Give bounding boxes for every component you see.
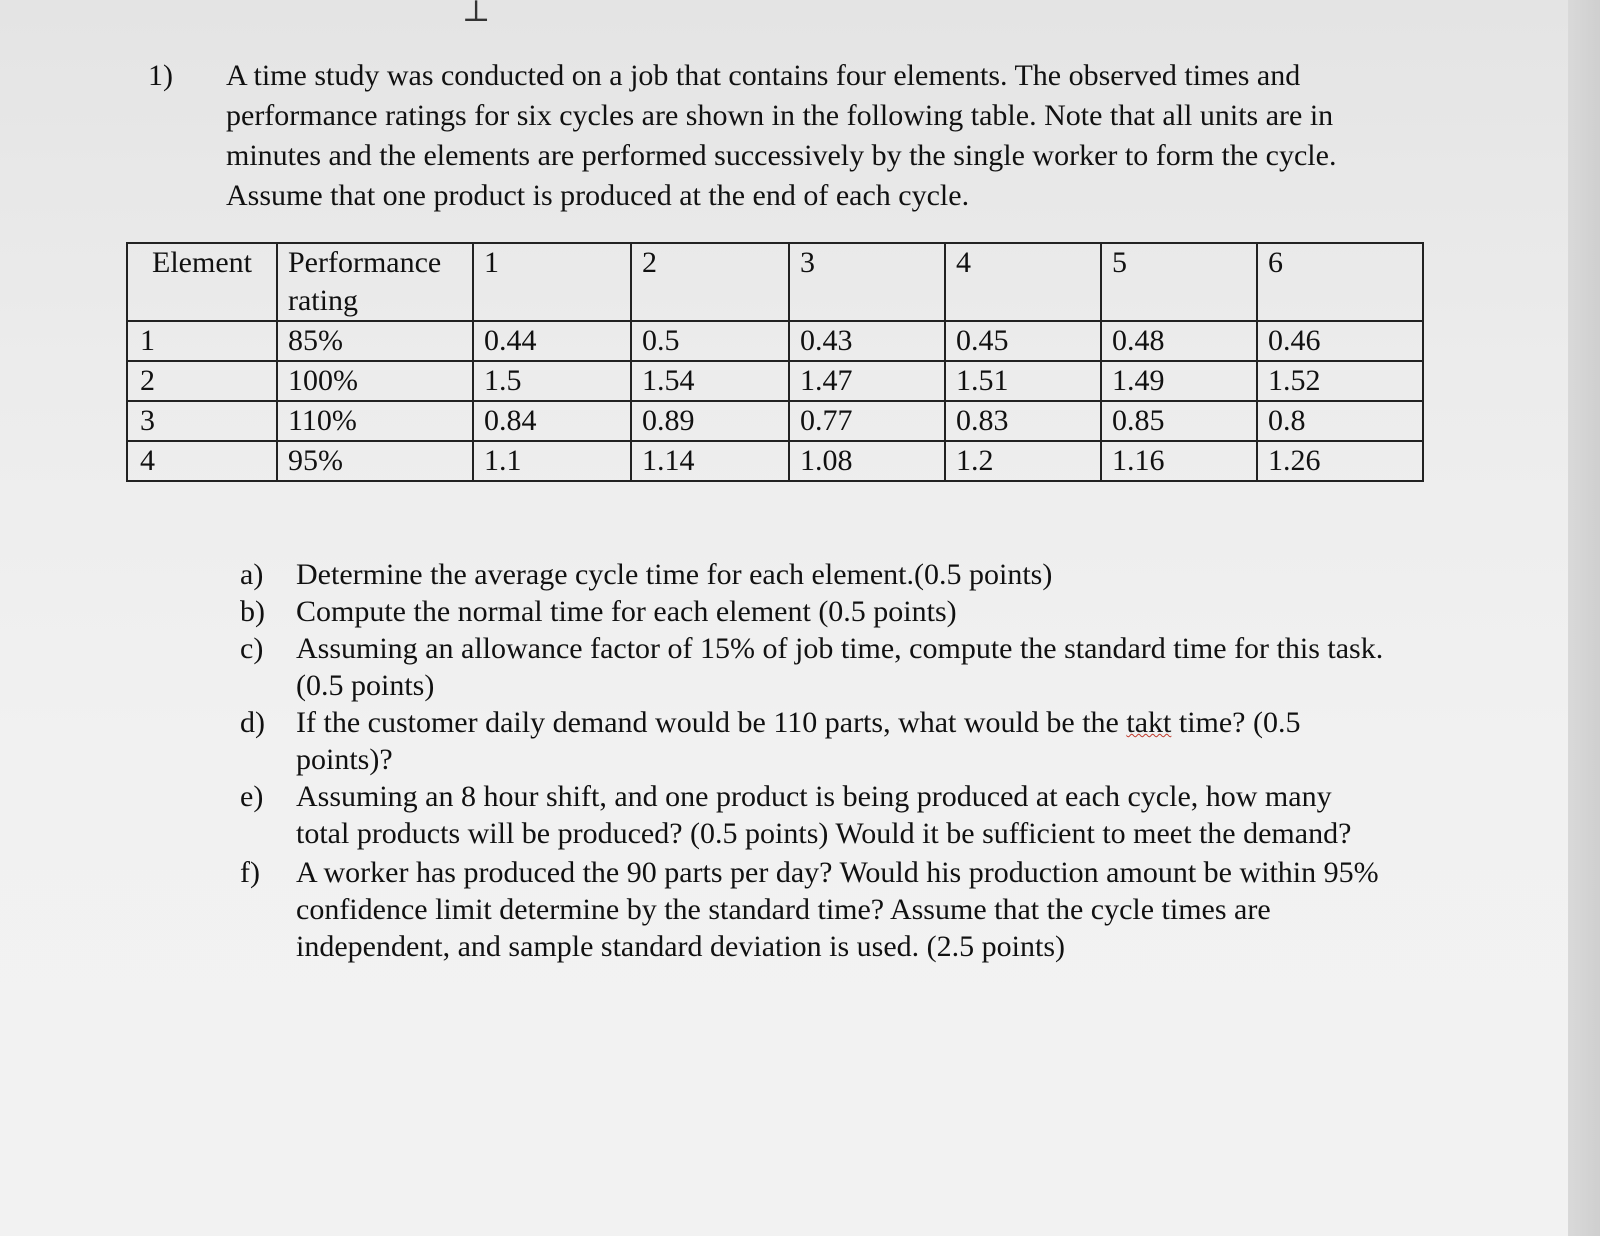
header-performance-rating: Performance rating — [277, 243, 473, 321]
sub-question-e — [240, 778, 1390, 852]
cycle-cell: 1.2 — [945, 441, 1101, 481]
sub-question-text: Assuming an 8 hour shift, and one product is being produced at each cycle, how many total products will be produced? (0.5 points) Would it be sufficient to meet the demand? — [296, 780, 1352, 850]
cycle-cell: 1.47 — [789, 361, 945, 401]
sub-question-letter: b) — [240, 595, 265, 628]
cycle-cell: 0.84 — [473, 401, 631, 441]
cycle-cell: 1.08 — [789, 441, 945, 481]
sub-question-d — [240, 704, 1390, 778]
cycle-cell: 1.1 — [473, 441, 631, 481]
cycle-cell: 1.49 — [1101, 361, 1257, 401]
spellcheck-marked-word: takt — [1126, 706, 1172, 739]
cycle-cell: 0.89 — [631, 401, 789, 441]
rating-cell: 110% — [277, 401, 473, 441]
sub-question-text: Determine the average cycle time for each element.(0.5 points) — [296, 558, 1053, 591]
cycle-cell: 1.16 — [1101, 441, 1257, 481]
sub-question-text-start: If the customer daily demand would be 110 parts, what would be the — [296, 706, 1127, 739]
table-row — [127, 361, 1423, 401]
question-text: A time study was conducted on a job that contains four elements. The observed times and performance ratings for six cycles are shown in the following table. Note that all units are in minutes and the elements are performed successively by the single worker to form the cycle. Assume that one product is produced at the end of each cycle. — [226, 59, 1337, 212]
monitor-edge — [1568, 0, 1600, 1236]
header-cycle-5: 5 — [1101, 243, 1257, 321]
cycle-cell: 0.83 — [945, 401, 1101, 441]
element-cell: 3 — [127, 401, 277, 441]
table-row — [127, 441, 1423, 481]
header-cycle-3: 3 — [789, 243, 945, 321]
sub-question-text: A worker has produced the 90 parts per day? Would his production amount be within 95% confidence limit determine by the standard time? Assume that the cycle times are independent, and sample standard deviation is used. (2.5 points) — [296, 856, 1379, 963]
cycle-cell: 1.54 — [631, 361, 789, 401]
sub-question-b — [240, 593, 1390, 630]
sub-question-letter: f) — [240, 856, 260, 889]
cycle-cell: 1.51 — [945, 361, 1101, 401]
header-cycle-6: 6 — [1257, 243, 1423, 321]
sub-question-letter: a) — [240, 558, 264, 591]
cycle-cell: 0.48 — [1101, 321, 1257, 361]
cycle-cell: 0.44 — [473, 321, 631, 361]
question-1 — [148, 56, 1418, 216]
top-mark: ⊥ — [462, 0, 491, 28]
sub-question-c — [240, 630, 1390, 704]
cycle-cell: 0.8 — [1257, 401, 1423, 441]
cycle-cell: 0.45 — [945, 321, 1101, 361]
header-element: Element — [127, 243, 277, 321]
cycle-cell: 1.5 — [473, 361, 631, 401]
table-header-row — [127, 243, 1423, 321]
table-row — [127, 321, 1423, 361]
sub-question-text: Assuming an allowance factor of 15% of job time, compute the standard time for this task. (0.5 points) — [296, 632, 1384, 702]
sub-question-letter: e) — [240, 780, 264, 813]
sub-questions-list — [240, 556, 1390, 965]
header-cycle-2: 2 — [631, 243, 789, 321]
table-row — [127, 401, 1423, 441]
cycle-cell: 0.43 — [789, 321, 945, 361]
cycle-cell: 0.77 — [789, 401, 945, 441]
cycle-cell: 1.26 — [1257, 441, 1423, 481]
header-cycle-4: 4 — [945, 243, 1101, 321]
rating-cell: 100% — [277, 361, 473, 401]
question-number: 1) — [148, 59, 173, 92]
cycle-cell: 1.52 — [1257, 361, 1423, 401]
element-cell: 2 — [127, 361, 277, 401]
element-cell: 4 — [127, 441, 277, 481]
cycle-cell: 1.14 — [631, 441, 789, 481]
sub-question-f — [240, 854, 1390, 965]
sub-question-a — [240, 556, 1390, 593]
sub-question-letter: c) — [240, 632, 264, 665]
time-study-table — [126, 242, 1424, 482]
sub-question-text-end: time? (0.5 points)? — [296, 706, 1301, 776]
element-cell: 1 — [127, 321, 277, 361]
cycle-cell: 0.46 — [1257, 321, 1423, 361]
sub-question-letter: d) — [240, 706, 265, 739]
cycle-cell: 0.85 — [1101, 401, 1257, 441]
header-cycle-1: 1 — [473, 243, 631, 321]
rating-cell: 85% — [277, 321, 473, 361]
rating-cell: 95% — [277, 441, 473, 481]
cycle-cell: 0.5 — [631, 321, 789, 361]
sub-question-text: Compute the normal time for each element (0.5 points) — [296, 595, 957, 628]
